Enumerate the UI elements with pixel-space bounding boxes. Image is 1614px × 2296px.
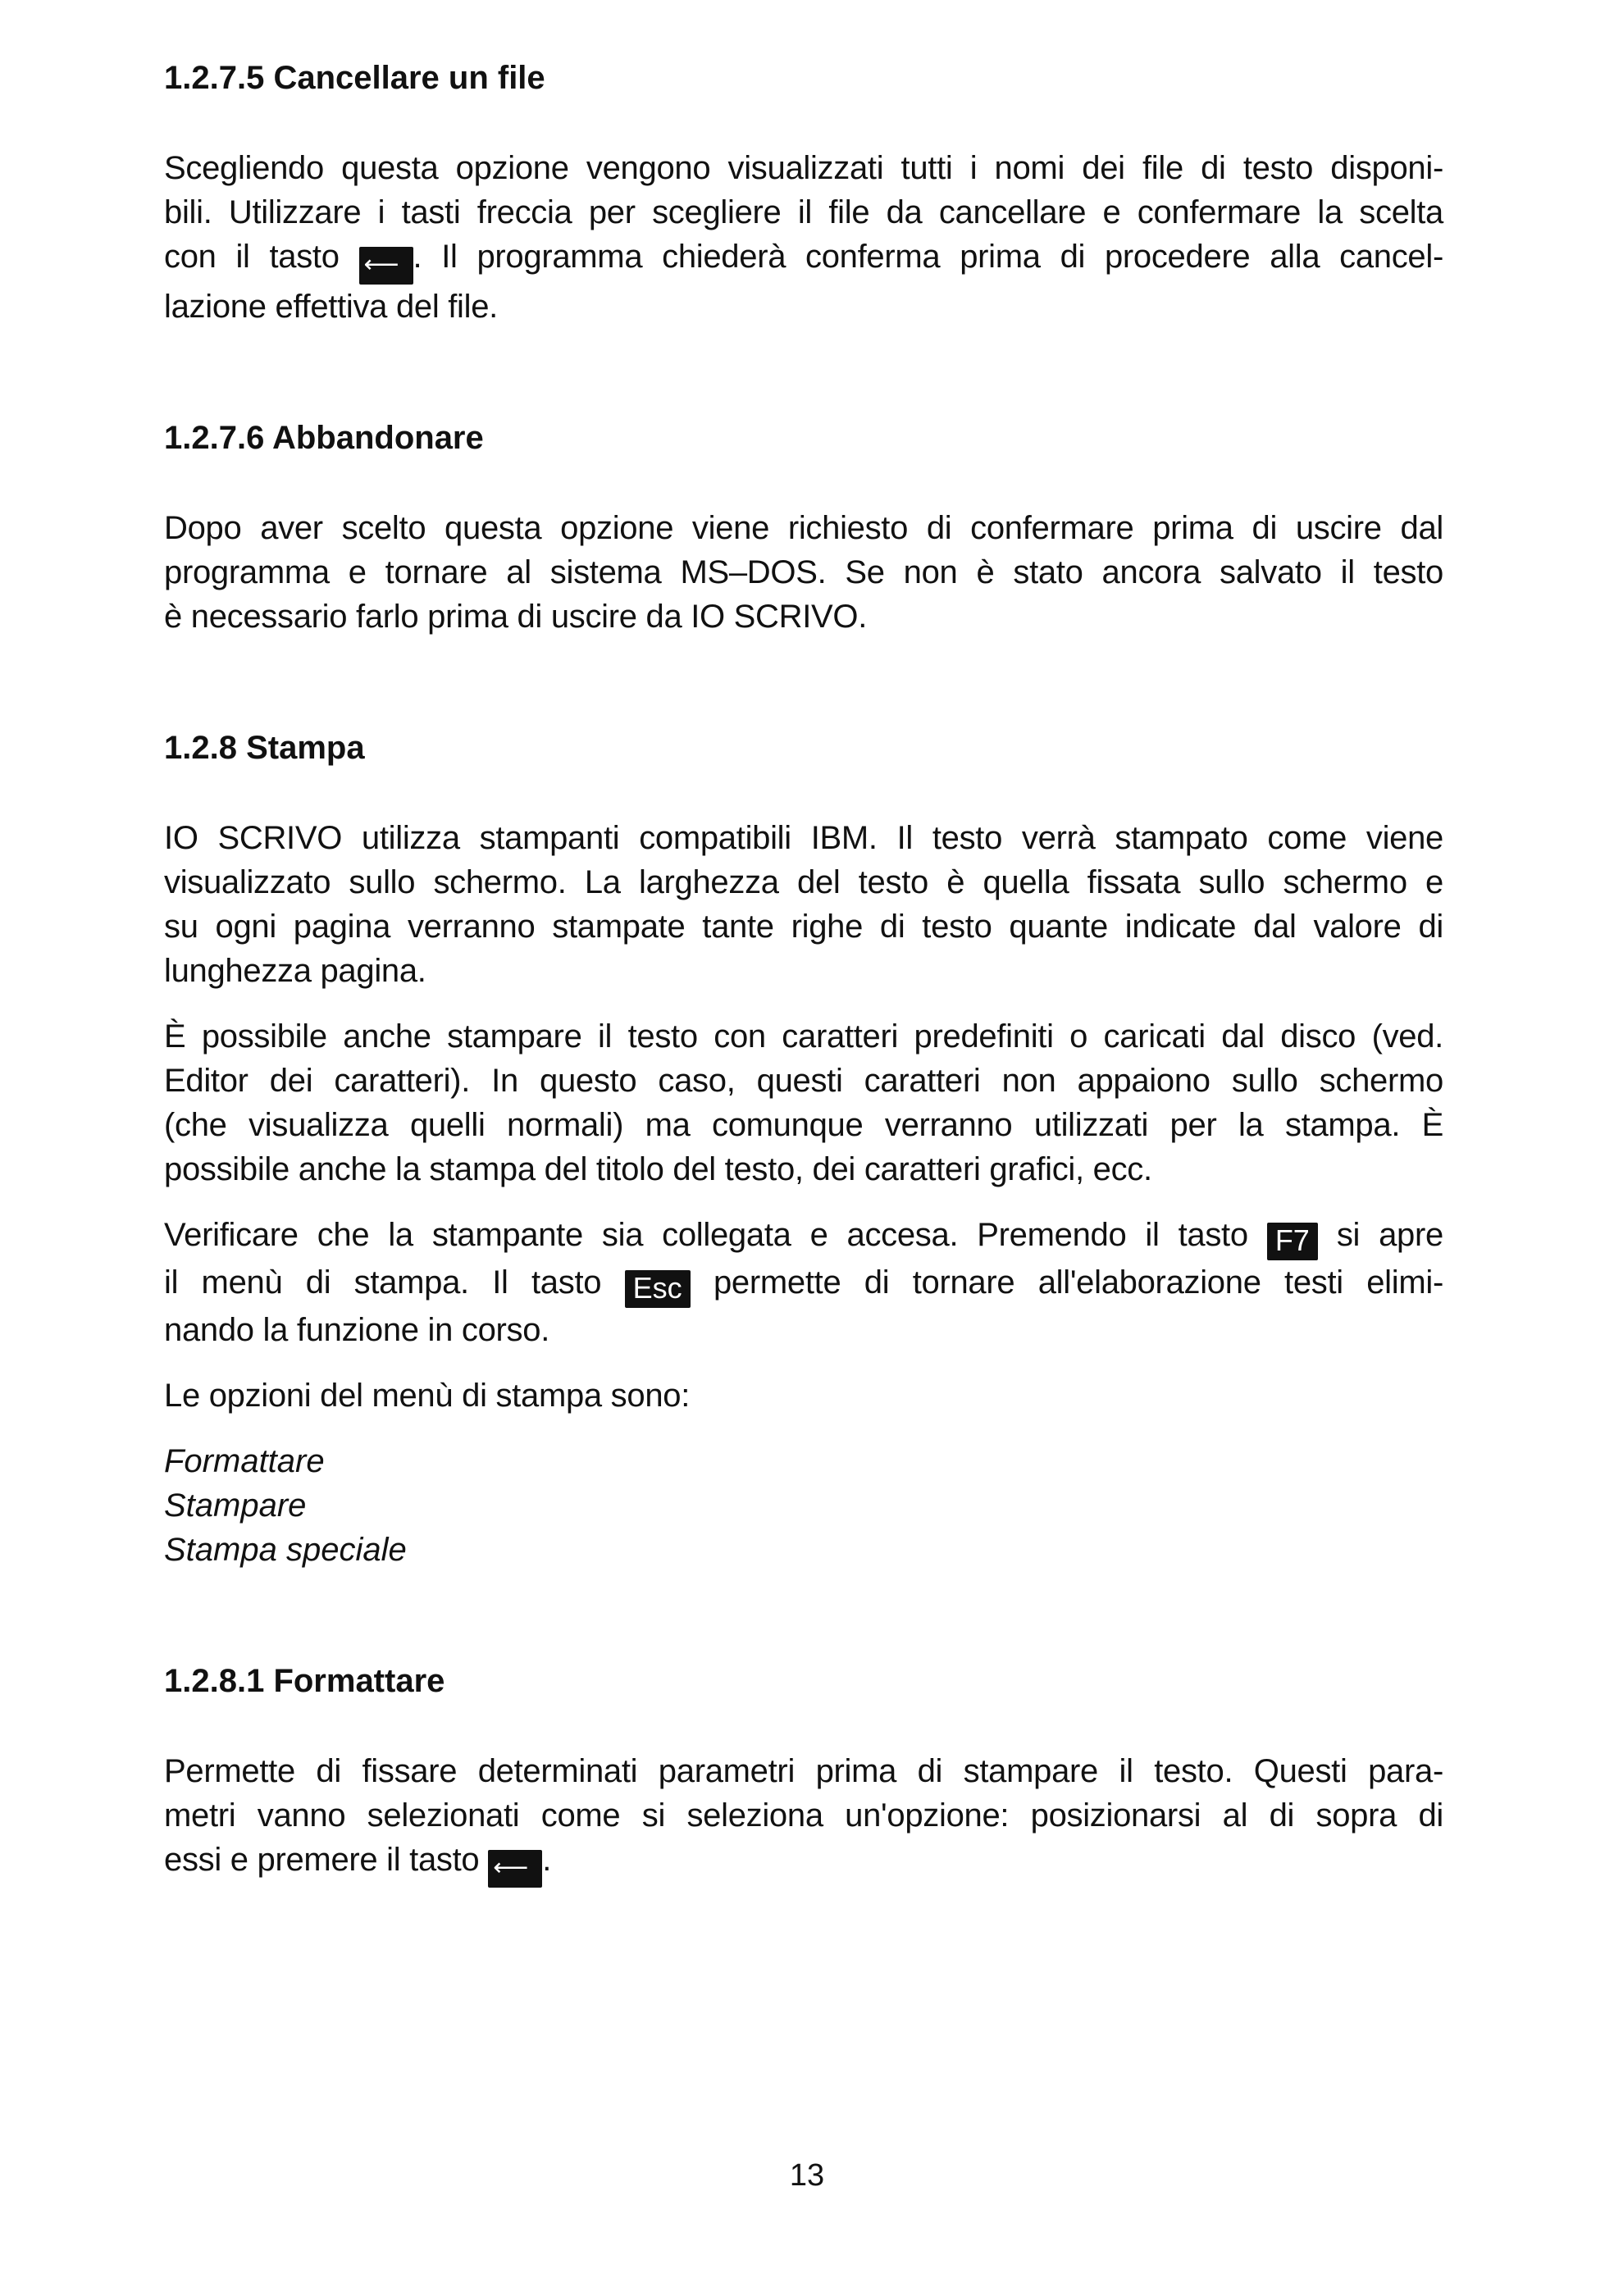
text-fragment: con il tasto — [164, 239, 340, 275]
text-line — [164, 235, 1443, 285]
list-item: Formattare — [164, 1443, 325, 1479]
text-line: è necessario farlo prima di uscire da IO SCRIVO. — [164, 599, 868, 635]
text-line: bili. Utilizzare i tasti freccia per scegliere il file da cancellare e confermare la scelta — [164, 194, 1443, 230]
text-line: IO SCRIVO utilizza stampanti compatibili IBM. Il testo verrà stampato come viene — [164, 820, 1443, 856]
paragraph-abbandonare — [164, 506, 1443, 639]
text-fragment: si apre — [1336, 1217, 1443, 1253]
section-heading-1-2-7-6: 1.2.7.6 Abbandonare — [164, 420, 484, 456]
text-line: lunghezza pagina. — [164, 953, 426, 989]
paragraph-stampa-3 — [164, 1213, 1443, 1352]
text-line: lazione effettiva del file. — [164, 289, 498, 325]
text-line: Le opzioni del menù di stampa sono: — [164, 1378, 691, 1414]
esc-key-icon: Esc — [625, 1270, 691, 1308]
f7-key-icon: F7 — [1267, 1223, 1318, 1260]
text-line: su ogni pagina verranno stampate tante righe di testo quante indicate dal valore di — [164, 909, 1443, 945]
text-line: È possibile anche stampare il testo con caratteri predefiniti o caricati dal disco (ved. — [164, 1018, 1443, 1055]
text-line: possibile anche la stampa del titolo del testo, dei caratteri grafici, ecc. — [164, 1151, 1152, 1187]
text-line: visualizzato sullo schermo. La larghezza del testo è quella fissata sullo schermo e — [164, 864, 1443, 900]
text-fragment: permette di tornare all'elaborazione testi elimi- — [713, 1264, 1443, 1301]
enter-key-icon: ⟵ — [488, 1850, 542, 1888]
text-line: Dopo aver scelto questa opzione viene richiesto di confermare prima di uscire dal — [164, 510, 1443, 546]
list-item: Stampa speciale — [164, 1532, 407, 1568]
print-menu-options — [164, 1439, 1443, 1572]
text-fragment: essi e premere il tasto — [164, 1842, 480, 1878]
paragraph-stampa-1 — [164, 816, 1443, 993]
paragraph-stampa-2 — [164, 1014, 1443, 1191]
text-line: programma e tornare al sistema MS–DOS. Se non è stato ancora salvato il testo — [164, 554, 1443, 590]
text-fragment: Verificare che la stampante sia collegata e accesa. Premendo il tasto — [164, 1217, 1248, 1253]
section-heading-1-2-7-5: 1.2.7.5 Cancellare un file — [164, 60, 545, 96]
enter-key-icon: ⟵ — [359, 247, 413, 285]
page-content — [164, 56, 1443, 1888]
text-line: (che visualizza quelli normali) ma comunque verranno utilizzati per la stampa. È — [164, 1107, 1443, 1143]
text-fragment: . — [542, 1842, 552, 1878]
paragraph-formattare — [164, 1749, 1443, 1888]
text-line — [164, 1838, 1443, 1888]
paragraph-stampa-4 — [164, 1374, 1443, 1418]
section-heading-1-2-8: 1.2.8 Stampa — [164, 730, 365, 766]
text-line: Editor dei caratteri). In questo caso, questi caratteri non appaiono sullo schermo — [164, 1063, 1443, 1099]
text-line — [164, 1213, 1443, 1260]
text-line: metri vanno selezionati come si seleziona un'opzione: posizionarsi al di sopra di — [164, 1797, 1443, 1834]
paragraph-cancellare — [164, 146, 1443, 329]
text-fragment: il menù di stampa. Il tasto — [164, 1264, 602, 1301]
text-fragment: . Il programma chiederà conferma prima di procedere alla cancel- — [413, 239, 1443, 275]
text-line: Permette di fissare determinati parametri prima di stampare il testo. Questi para- — [164, 1753, 1443, 1789]
list-item: Stampare — [164, 1487, 307, 1524]
text-line — [164, 1260, 1443, 1308]
text-line: Scegliendo questa opzione vengono visualizzati tutti i nomi dei file di testo disponi- — [164, 150, 1443, 186]
page-number: 13 — [789, 2158, 825, 2193]
text-line: nando la funzione in corso. — [164, 1312, 550, 1348]
section-heading-1-2-8-1: 1.2.8.1 Formattare — [164, 1663, 445, 1699]
